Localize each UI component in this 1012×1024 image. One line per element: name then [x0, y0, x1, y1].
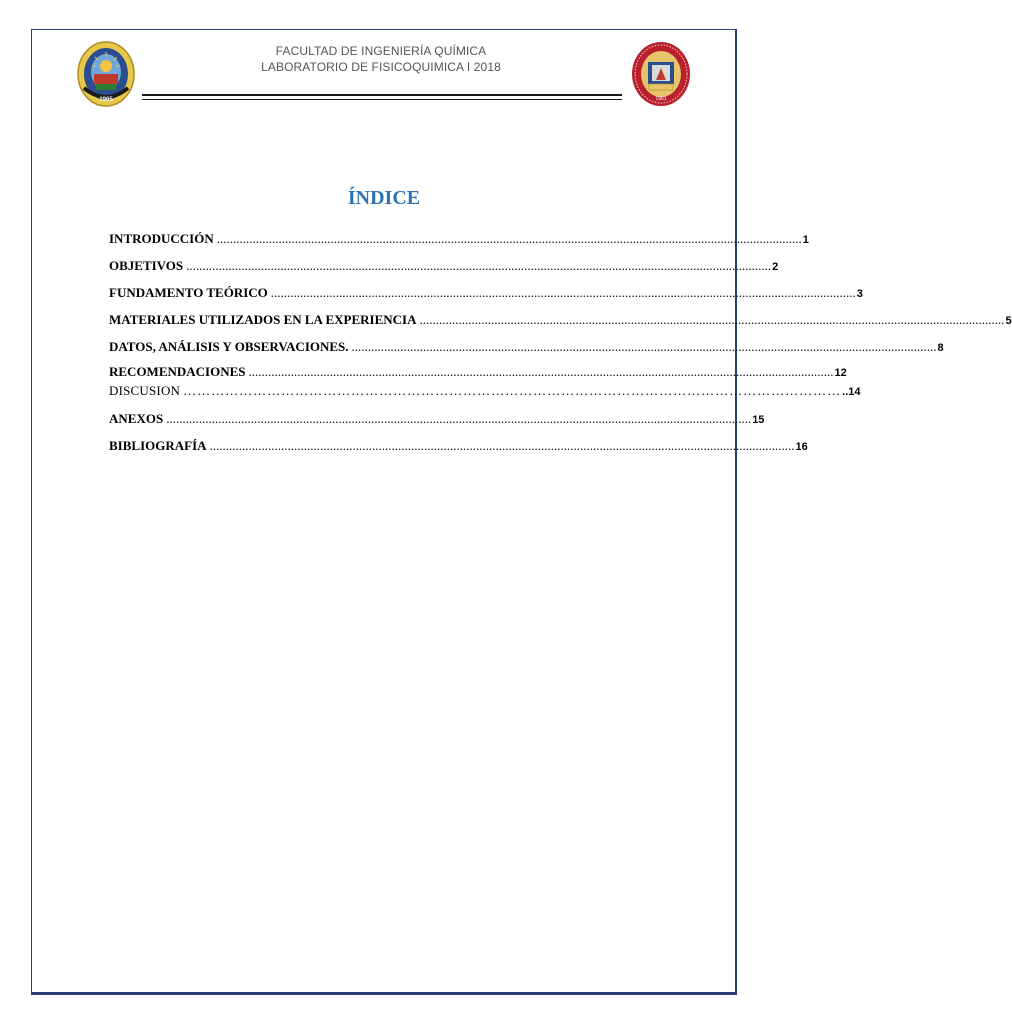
toc-entry[interactable] [109, 312, 1012, 328]
toc-entry-label: DATOS, ANÁLISIS Y OBSERVACIONES. [109, 339, 349, 354]
toc-entry[interactable] [109, 383, 861, 399]
toc-leader-dots: .................................................................................................................................................................................... [209, 438, 795, 453]
toc-entry[interactable] [109, 285, 863, 301]
toc-entry[interactable] [109, 339, 944, 355]
toc-leader-dots: .................................................................................................................................................................................... [166, 411, 752, 426]
toc-entry-page: 15 [752, 414, 765, 426]
toc-entry[interactable] [109, 411, 765, 427]
toc-entry-label: INTRODUCCIÓN [109, 231, 214, 246]
toc-leader-dots: .................................................................................................................................................................................... [186, 258, 772, 273]
toc-leader-dots: .................................................................................................................................................................................... [270, 285, 856, 300]
university-seal-logo [76, 40, 136, 108]
toc-title: ÍNDICE [347, 187, 421, 209]
toc-leader-dots: .................................................................................................................................................................................... [351, 339, 937, 354]
seal-year: 1961 [655, 96, 667, 102]
toc-leader-dots: .................................................................................................................................................................................... [419, 312, 1005, 327]
toc-entry-label: MATERIALES UTILIZADOS EN LA EXPERIENCIA [109, 312, 417, 327]
toc-entry-label: RECOMENDACIONES [109, 364, 246, 379]
faculty-seal-logo [631, 40, 691, 108]
toc-entry-page: 2 [772, 261, 779, 273]
toc-entry-page: 3 [856, 288, 863, 300]
toc-leader-dots: .................................................................................................................................................................................... [216, 231, 802, 246]
faculty-name: FACULTAD DE INGENIERÍA QUÍMICA [275, 44, 487, 58]
toc-leader-dots: …………………………………………………………………………………………………………………………… [183, 383, 842, 398]
toc-entry-page: 8 [937, 342, 944, 354]
toc-entry-page: 1 [802, 234, 809, 246]
toc-entry[interactable] [109, 258, 779, 274]
toc-entry-page: ..14 [842, 386, 861, 398]
toc-entry-page: 16 [795, 441, 808, 453]
toc-entry-page: 12 [834, 367, 847, 379]
toc-entry[interactable] [109, 438, 808, 454]
toc-entry-label: ANEXOS [109, 411, 164, 426]
toc-entry-page: 5 [1005, 315, 1012, 327]
toc-entry[interactable] [109, 364, 847, 380]
toc-leader-dots: .................................................................................................................................................................................... [248, 364, 834, 379]
toc-entry-label: BIBLIOGRAFÍA [109, 438, 207, 453]
toc-entry-label: FUNDAMENTO TEÓRICO [109, 285, 268, 300]
header-rule [142, 94, 622, 100]
laboratory-name: LABORATORIO DE FISICOQUIMICA I 2018 [261, 60, 501, 74]
toc-entry[interactable] [109, 231, 809, 247]
toc-entry-label: DISCUSION [109, 383, 181, 398]
seal-year: 1965 [99, 97, 113, 103]
toc-entry-label: OBJETIVOS [109, 258, 184, 273]
page-border [31, 29, 737, 995]
